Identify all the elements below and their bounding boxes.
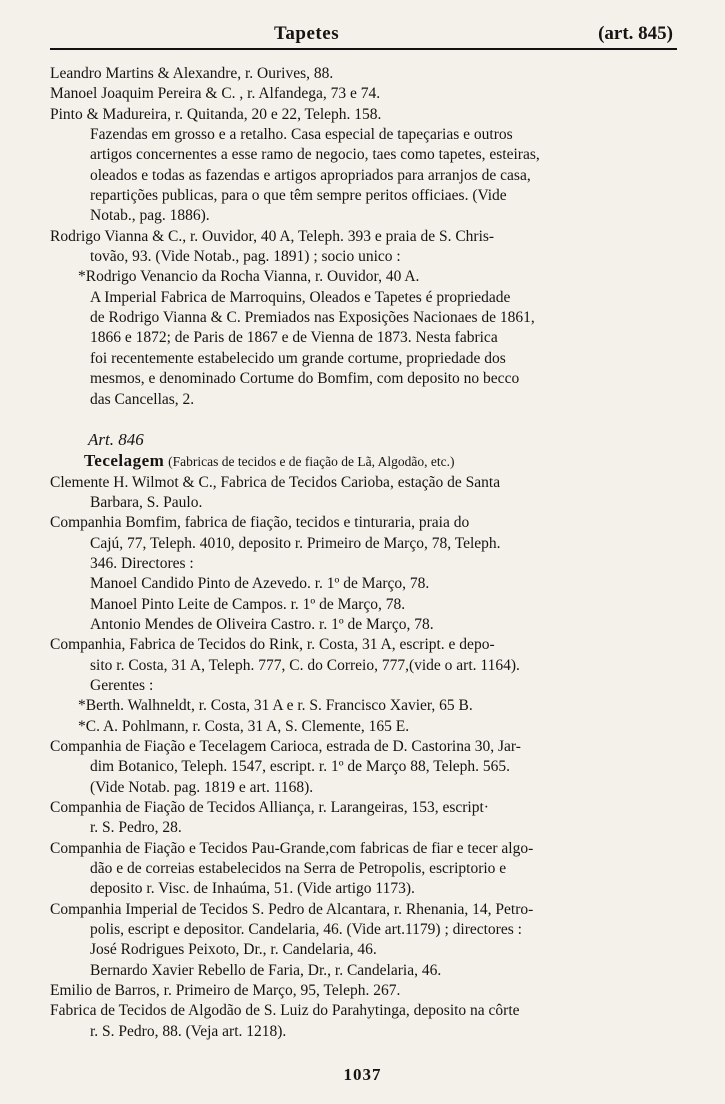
entry-line: Fazendas em grosso e a retalho. Casa especial de tapeçarias e outros: [90, 126, 513, 144]
entry-line: das Cancellas, 2.: [90, 390, 195, 408]
entry-line: *Berth. Walhneldt, r. Costa, 31 A e r. S. Francisco Xavier, 65 B.: [78, 697, 473, 715]
entry-line: Emilio de Barros, r. Primeiro de Março, 95, Teleph. 267.: [50, 982, 401, 1000]
entry-line: Bernardo Xavier Rebello de Faria, Dr., r. Candelaria, 46.: [90, 961, 442, 979]
header-rule: [50, 48, 677, 50]
entry-line: Manoel Candido Pinto de Azevedo. r. 1º de Março, 78.: [90, 575, 430, 593]
entry-line: Rodrigo Vianna & C., r. Ouvidor, 40 A, Teleph. 393 e praia de S. Chris-: [50, 227, 495, 245]
entry-line: Leandro Martins & Alexandre, r. Ourives, 88.: [50, 65, 334, 82]
section-article: [50, 430, 687, 451]
section-heading: [50, 451, 687, 472]
entry-line: repartições publicas, para o que têm sempre peritos officiaes. (Vide: [90, 187, 507, 205]
entry-line: Companhia de Fiação e Tecelagem Carioca, estrada de D. Castorina 30, Jar-: [50, 738, 521, 755]
entry-line: tovão, 93. (Vide Notab., pag. 1891) ; socio unico :: [90, 248, 401, 266]
entry-line: deposito r. Visc. de Inhaúma, 51. (Vide artigo 1173).: [90, 880, 415, 898]
entry-line: foi recentemente estabelecido um grande cortume, propriedade dos: [90, 349, 506, 367]
section-title: Tecelagem: [84, 451, 165, 471]
entry-line: polis, escript e depositor. Candelaria, 46. (Vide art.1179) ; directores :: [90, 921, 522, 939]
entry-line: Manoel Joaquim Pereira & C. , r. Alfandega, 73 e 74.: [50, 85, 381, 103]
entry-line: Companhia Bomfim, fabrica de fiação, tecidos e tinturaria, praia do: [50, 514, 470, 532]
entry-line: *C. A. Pohlmann, r. Costa, 31 A, S. Clemente, 165 E.: [78, 717, 410, 735]
entry-line: Cajú, 77, Teleph. 4010, deposito r. Primeiro de Março, 78, Teleph.: [90, 534, 501, 552]
header-article: (art. 845): [598, 23, 673, 44]
entry-line: oleados e todas as fazendas e artigos apropriados para arranjos de casa,: [90, 166, 531, 184]
entry-line: sito r. Costa, 31 A, Teleph. 777, C. do Correio, 777,(vide o art. 1164).: [90, 656, 520, 674]
entry-line: (Vide Notab. pag. 1819 e art. 1168).: [90, 778, 314, 796]
entry-line: Notab., pag. 1886).: [90, 207, 210, 225]
running-header: [50, 20, 673, 46]
page-body: [50, 64, 687, 1042]
entry-line: de Rodrigo Vianna & C. Premiados nas Exposições Nacionaes de 1861,: [90, 309, 535, 327]
entry-line: 346. Directores :: [90, 554, 194, 572]
section-subtitle: (Fabricas de tecidos e de fiação de Lã, Algodão, etc.): [168, 454, 455, 470]
entry-line: Clemente H. Wilmot & C., Fabrica de Tecidos Carioba, estação de Santa: [50, 473, 501, 491]
entry-line: Companhia Imperial de Tecidos S. Pedro de Alcantara, r. Rhenania, 14, Petro-: [50, 900, 534, 918]
entry-line: mesmos, e denominado Cortume do Bomfim, com deposito no becco: [90, 370, 520, 388]
entry-line: Antonio Mendes de Oliveira Castro. r. 1º de Março, 78.: [90, 615, 434, 633]
entry-line: Pinto & Madureira, r. Quitanda, 20 e 22, Teleph. 158.: [50, 105, 382, 123]
entry-line: Gerentes :: [90, 676, 154, 694]
entry-line: Barbara, S. Paulo.: [90, 493, 203, 511]
header-title: Tapetes: [274, 23, 340, 44]
entry-line: dim Botanico, Teleph. 1547, escript. r. 1º de Março 88, Teleph. 565.: [90, 758, 511, 776]
section-article-number: Art. 846: [88, 429, 144, 449]
entry-line: Fabrica de Tecidos de Algodão de S. Luiz do Parahytinga, deposito na côrte: [50, 1002, 520, 1020]
entry-line: r. S. Pedro, 88. (Veja art. 1218).: [90, 1022, 287, 1040]
entry-line: r. S. Pedro, 28.: [90, 819, 182, 837]
entry-line: artigos concernentes a esse ramo de negocio, taes como tapetes, esteiras,: [90, 146, 540, 164]
entry-line: Companhia de Fiação de Tecidos Alliança, r. Larangeiras, 153, escript·: [50, 799, 489, 817]
page-number: 1037: [343, 1065, 382, 1084]
entry-line: Manoel Pinto Leite de Campos. r. 1º de Março, 78.: [90, 595, 406, 613]
section-gap: [50, 410, 687, 430]
entry-line: Companhia, Fabrica de Tecidos do Rink, r. Costa, 31 A, escript. e depo-: [50, 636, 495, 654]
entry-line: 1866 e 1872; de Paris de 1867 e de Vienna de 1873. Nesta fabrica: [90, 329, 498, 347]
entry-line: José Rodrigues Peixoto, Dr., r. Candelaria, 46.: [90, 941, 377, 959]
entry-line: A Imperial Fabrica de Marroquins, Oleados e Tapetes é propriedade: [90, 288, 511, 306]
entry-line: *Rodrigo Venancio da Rocha Vianna, r. Ouvidor, 40 A.: [78, 268, 420, 286]
entry-line: dão e de correias estabelecidos na Serra de Petropolis, escriptorio e: [90, 860, 507, 878]
entry-line: Companhia de Fiação e Tecidos Pau-Grande,com fabricas de fiar e tecer algo-: [50, 839, 534, 857]
